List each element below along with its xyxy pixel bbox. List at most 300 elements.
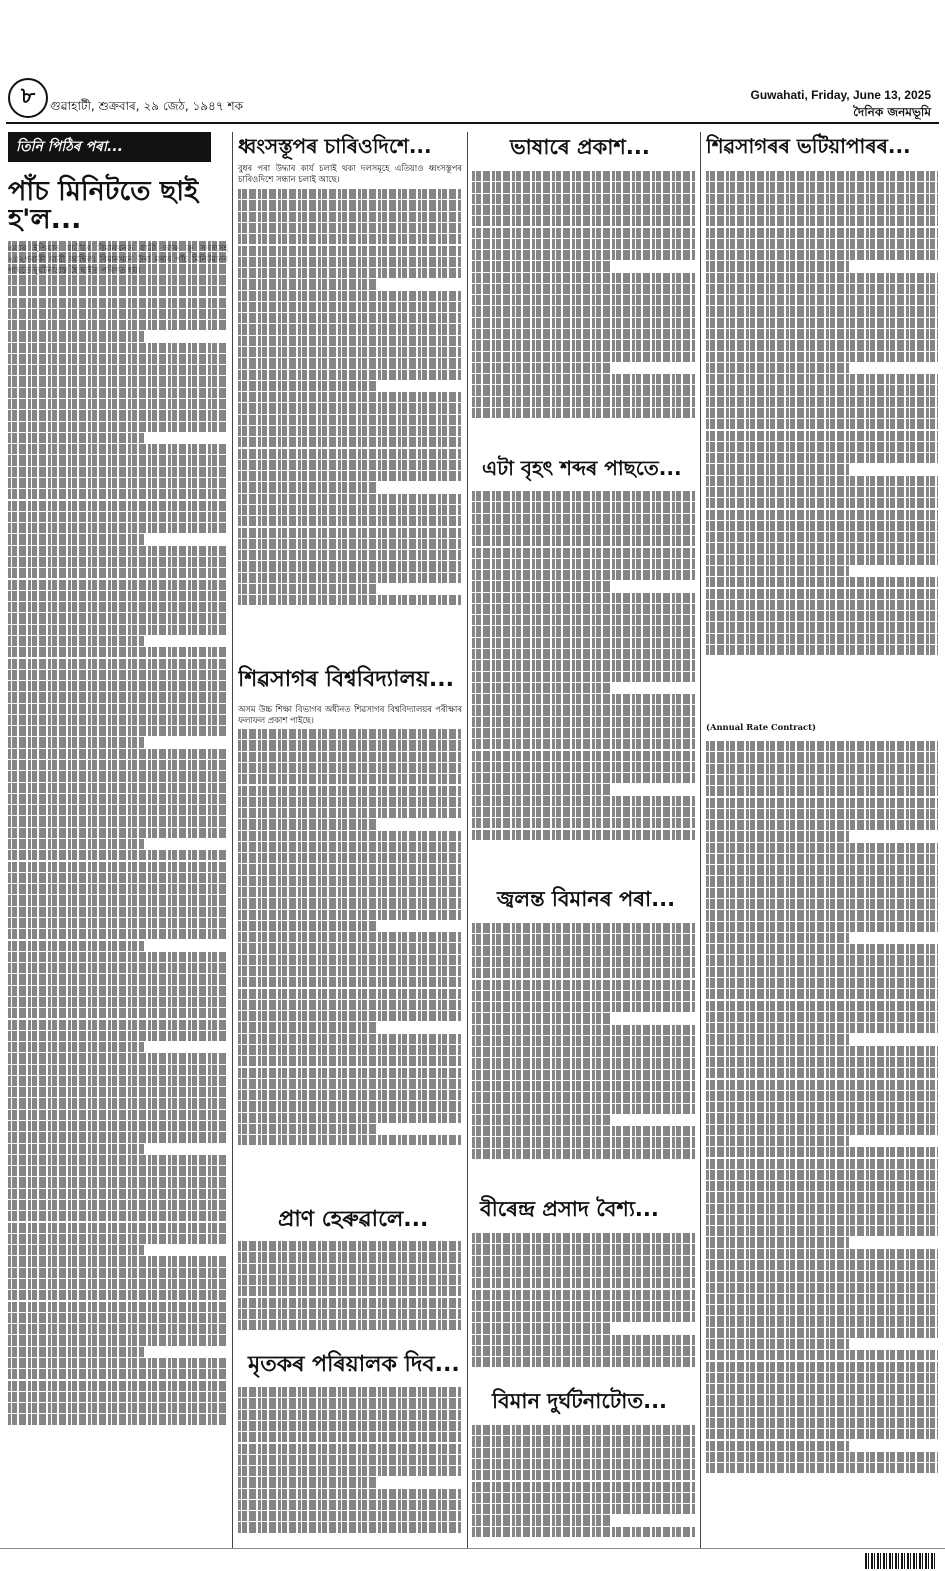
paper-name: দৈনিক জনমভূমি xyxy=(853,105,931,119)
text-line xyxy=(472,171,696,181)
text-line xyxy=(706,933,850,943)
text-line xyxy=(238,1455,462,1465)
text-line xyxy=(238,1241,462,1251)
text-line xyxy=(706,1001,938,1011)
text-line xyxy=(238,774,462,784)
text-line xyxy=(8,410,228,420)
text-line xyxy=(238,853,462,863)
text-line xyxy=(238,1000,462,1010)
text-line xyxy=(238,234,462,244)
text-line xyxy=(472,548,696,558)
text-line xyxy=(238,842,462,852)
text-line xyxy=(472,784,611,794)
text-line xyxy=(472,1267,696,1277)
text-line xyxy=(8,433,144,443)
text-line xyxy=(472,1493,696,1503)
text-line xyxy=(472,1357,696,1367)
text-line xyxy=(8,602,228,612)
text-line xyxy=(238,1444,462,1454)
text-line xyxy=(8,1290,228,1300)
text-line xyxy=(8,309,228,319)
text-line xyxy=(238,1135,462,1145)
text-line xyxy=(238,887,462,897)
text-line xyxy=(238,1101,462,1111)
text-line xyxy=(8,1008,228,1018)
text-line xyxy=(8,1268,228,1278)
text-line xyxy=(706,1463,938,1473)
text-line xyxy=(8,907,228,917)
text-line xyxy=(238,358,462,368)
text-line xyxy=(238,740,462,750)
text-line xyxy=(238,471,462,481)
text-line xyxy=(238,1387,462,1397)
text-line xyxy=(472,968,696,978)
text-line xyxy=(706,340,938,350)
text-line xyxy=(8,1403,228,1413)
text-line xyxy=(472,502,696,512)
text-line xyxy=(706,1147,938,1157)
text-line xyxy=(8,376,228,386)
text-line xyxy=(8,343,228,353)
text-line xyxy=(472,1126,696,1136)
text-line xyxy=(238,921,377,931)
text-line xyxy=(238,381,377,391)
text-line xyxy=(706,634,938,644)
text-line xyxy=(472,1515,611,1525)
text-line xyxy=(472,1104,696,1114)
page-footer xyxy=(0,1548,945,1571)
text-line xyxy=(238,763,462,773)
text-line xyxy=(238,1113,462,1123)
text-line xyxy=(8,929,228,939)
text-line xyxy=(8,783,228,793)
text-line xyxy=(238,910,462,920)
text-line xyxy=(238,752,462,762)
text-line xyxy=(8,275,228,285)
text-line xyxy=(238,268,462,278)
text-line xyxy=(8,862,228,872)
text-line xyxy=(238,786,462,796)
text-line xyxy=(706,273,938,283)
text-line xyxy=(706,910,938,920)
text-line xyxy=(706,521,938,531)
text-line xyxy=(472,1290,696,1300)
text-line xyxy=(706,566,850,576)
text-line xyxy=(706,820,938,830)
text-line xyxy=(8,1132,228,1142)
text-line xyxy=(8,1189,228,1199)
text-line xyxy=(8,1256,228,1266)
text-line xyxy=(706,645,938,655)
text-line xyxy=(8,895,228,905)
column-divider xyxy=(232,132,233,1549)
text-line xyxy=(706,532,938,542)
text-line xyxy=(706,194,938,204)
text-line xyxy=(706,1418,938,1428)
text-line xyxy=(706,1362,938,1372)
text-line xyxy=(706,261,850,271)
text-line xyxy=(706,1125,938,1135)
text-line xyxy=(238,1264,462,1274)
article-body xyxy=(706,170,938,710)
text-line xyxy=(472,934,696,944)
text-line xyxy=(472,239,696,249)
text-line xyxy=(238,729,462,739)
text-line xyxy=(706,397,938,407)
text-line xyxy=(8,422,228,432)
text-line xyxy=(8,591,228,601)
article-body xyxy=(238,728,462,1198)
text-line xyxy=(706,1023,938,1033)
text-line xyxy=(706,543,938,553)
text-line xyxy=(706,1441,850,1451)
text-line xyxy=(472,728,696,738)
text-line xyxy=(238,539,462,549)
text-line xyxy=(8,760,228,770)
text-line xyxy=(472,491,696,501)
text-line xyxy=(472,604,696,614)
text-line xyxy=(8,1392,228,1402)
text-line xyxy=(238,819,377,829)
text-line xyxy=(706,476,938,486)
text-line xyxy=(706,1226,938,1236)
text-line xyxy=(472,923,696,933)
text-line xyxy=(706,978,938,988)
article-lead: বুধৰ পৰা উদ্ধাৰ কাৰ্য চলাই থকা দলসমূহে এতিয়াও ধ্বংসস্তূপৰ চাৰিওদিশে সন্ধান চলাই আছে। xyxy=(238,163,462,185)
text-line xyxy=(472,559,696,569)
text-line xyxy=(8,647,228,657)
text-line xyxy=(8,252,228,262)
text-line xyxy=(238,977,462,987)
text-line xyxy=(8,523,228,533)
text-line xyxy=(472,796,696,806)
contract-label: (Annual Rate Contract) xyxy=(706,722,816,732)
text-line xyxy=(238,403,462,413)
text-line xyxy=(706,888,938,898)
text-line xyxy=(706,352,938,362)
text-line xyxy=(238,595,462,605)
text-line xyxy=(706,611,938,621)
text-line xyxy=(706,786,938,796)
text-line xyxy=(238,449,462,459)
article-headline: শিৱসাগৰৰ ভটিয়াপাৰৰ... xyxy=(706,134,911,158)
text-line xyxy=(706,1294,938,1304)
text-line xyxy=(706,741,938,751)
text-line xyxy=(238,1410,462,1420)
text-line xyxy=(706,1429,938,1439)
text-line xyxy=(472,1036,696,1046)
text-line xyxy=(706,1328,938,1338)
text-line xyxy=(472,570,696,580)
text-line xyxy=(8,805,228,815)
text-line xyxy=(472,1527,696,1537)
text-line xyxy=(8,455,228,465)
text-line xyxy=(238,864,462,874)
text-line xyxy=(706,1034,850,1044)
text-line xyxy=(8,399,228,409)
text-line xyxy=(8,1020,228,1030)
text-line xyxy=(238,1309,462,1319)
text-line xyxy=(8,365,228,375)
text-line xyxy=(706,1170,938,1180)
text-line xyxy=(8,1234,228,1244)
text-line xyxy=(238,1421,462,1431)
text-line xyxy=(706,1373,938,1383)
text-line xyxy=(8,704,228,714)
text-line xyxy=(706,419,938,429)
text-line xyxy=(8,512,228,522)
text-line xyxy=(472,1092,696,1102)
text-line xyxy=(472,1244,696,1254)
text-line xyxy=(472,1025,696,1035)
text-line xyxy=(706,1046,938,1056)
text-line xyxy=(472,363,611,373)
text-line xyxy=(472,1256,696,1266)
article-headline: এটা বৃহৎ শব্দৰ পাছতে... xyxy=(482,456,682,480)
text-line xyxy=(472,261,611,271)
text-line xyxy=(8,264,228,274)
text-line xyxy=(472,228,696,238)
text-line xyxy=(706,487,938,497)
text-line xyxy=(238,302,462,312)
text-line xyxy=(238,1275,462,1285)
text-line xyxy=(8,1155,228,1165)
text-line xyxy=(472,751,696,761)
text-line xyxy=(706,809,938,819)
page-number: ৮ xyxy=(8,78,48,118)
text-line xyxy=(8,1177,228,1187)
text-line xyxy=(472,1081,696,1091)
text-line xyxy=(706,1181,938,1191)
text-line xyxy=(706,1260,938,1270)
text-line xyxy=(706,955,938,965)
text-line xyxy=(238,808,462,818)
text-line xyxy=(472,306,696,316)
header-rule xyxy=(6,122,939,124)
text-line xyxy=(8,1369,228,1379)
text-line xyxy=(472,295,696,305)
text-line xyxy=(8,546,228,556)
article-headline: ভাষাৰে প্ৰকাশ... xyxy=(510,135,650,159)
text-line xyxy=(706,1249,938,1259)
text-line xyxy=(238,1079,462,1089)
article-headline: ধ্বংসস্তূপৰ চাৰিওদিশে... xyxy=(238,134,432,158)
date-assamese: গুৱাহাটী, শুক্ৰবাৰ, ২৯ জেঠ, ১৯৪৭ শক xyxy=(50,99,243,113)
text-line xyxy=(8,1245,144,1255)
text-line xyxy=(8,974,228,984)
article-body xyxy=(8,240,228,1549)
text-line xyxy=(706,363,850,373)
date-english: Guwahati, Friday, June 13, 2025 xyxy=(750,88,931,102)
text-line xyxy=(238,989,462,999)
text-line xyxy=(706,464,850,474)
text-line xyxy=(472,773,696,783)
article-headline: পাঁচ মিনিটতে ছাই হ'ল... xyxy=(8,176,199,236)
text-line xyxy=(238,279,377,289)
text-line xyxy=(238,876,462,886)
article-body xyxy=(472,170,696,450)
text-line xyxy=(472,1425,696,1435)
text-line xyxy=(238,1511,462,1521)
text-line xyxy=(238,573,462,583)
text-line xyxy=(706,1237,850,1247)
text-line xyxy=(706,228,938,238)
text-line xyxy=(472,318,696,328)
text-line xyxy=(472,649,696,659)
text-line xyxy=(706,944,938,954)
text-line xyxy=(238,528,462,538)
text-line xyxy=(8,737,144,747)
text-line xyxy=(8,884,228,894)
text-line xyxy=(472,216,696,226)
text-line xyxy=(706,1339,850,1349)
article-body xyxy=(238,1386,462,1549)
article-headline: প্ৰাণ হেৰুৱালে... xyxy=(278,1207,429,1232)
text-line xyxy=(8,839,144,849)
text-line xyxy=(238,336,462,346)
text-line xyxy=(238,966,462,976)
text-line xyxy=(472,1070,696,1080)
text-line xyxy=(238,1398,462,1408)
text-line xyxy=(8,1200,228,1210)
text-line xyxy=(706,239,938,249)
text-line xyxy=(238,1124,377,1134)
text-line xyxy=(8,568,228,578)
text-line xyxy=(8,1414,228,1424)
text-line xyxy=(8,501,228,511)
text-line xyxy=(706,622,938,632)
text-line xyxy=(238,1022,377,1032)
text-line xyxy=(238,1320,462,1330)
text-line xyxy=(472,762,696,772)
text-line xyxy=(238,1432,462,1442)
text-line xyxy=(238,1056,462,1066)
text-line xyxy=(706,1102,938,1112)
text-line xyxy=(472,683,611,693)
article-body xyxy=(238,188,462,658)
text-line xyxy=(8,1302,228,1312)
text-line xyxy=(8,1042,144,1052)
text-line xyxy=(706,442,938,452)
text-line xyxy=(8,534,144,544)
text-line xyxy=(238,482,377,492)
column-4 xyxy=(706,128,938,1549)
text-line xyxy=(8,1166,228,1176)
text-line xyxy=(472,1482,696,1492)
text-line xyxy=(706,1305,938,1315)
text-line xyxy=(472,374,696,384)
text-line xyxy=(706,318,938,328)
text-line xyxy=(472,397,696,407)
text-line xyxy=(472,991,696,1001)
text-line xyxy=(472,830,696,840)
text-line xyxy=(238,584,377,594)
text-line xyxy=(472,352,696,362)
text-line xyxy=(8,963,228,973)
text-line xyxy=(706,1316,938,1326)
text-line xyxy=(472,807,696,817)
text-line xyxy=(238,437,462,447)
text-line xyxy=(472,1115,611,1125)
text-line xyxy=(8,850,228,860)
text-line xyxy=(472,250,696,260)
text-line xyxy=(706,1384,938,1394)
text-line xyxy=(472,340,696,350)
text-line xyxy=(8,636,144,646)
text-line xyxy=(472,385,696,395)
text-line xyxy=(472,1013,611,1023)
article-headline: বিমান দুৰ্ঘটনাটোত... xyxy=(492,1389,668,1413)
text-line xyxy=(706,284,938,294)
text-line xyxy=(8,986,228,996)
article-body xyxy=(472,1232,696,1382)
text-line xyxy=(706,1113,938,1123)
column-3 xyxy=(472,128,696,1549)
text-line xyxy=(472,205,696,215)
text-line xyxy=(8,997,228,1007)
text-line xyxy=(8,670,228,680)
text-line xyxy=(472,1312,696,1322)
text-line xyxy=(238,1466,462,1476)
text-line xyxy=(706,1012,938,1022)
text-line xyxy=(706,205,938,215)
text-line xyxy=(8,1279,228,1289)
text-line xyxy=(472,1278,696,1288)
text-line xyxy=(706,498,938,508)
text-line xyxy=(8,241,228,251)
text-line xyxy=(8,625,228,635)
article-body xyxy=(472,490,696,880)
text-line xyxy=(8,320,228,330)
text-line xyxy=(706,1283,938,1293)
article-body xyxy=(472,1424,696,1549)
text-line xyxy=(238,257,462,267)
text-line xyxy=(8,681,228,691)
text-line xyxy=(238,460,462,470)
text-line xyxy=(238,1252,462,1262)
text-line xyxy=(8,388,228,398)
text-line xyxy=(8,444,228,454)
text-line xyxy=(472,1149,696,1159)
text-line xyxy=(706,408,938,418)
text-line xyxy=(706,431,938,441)
text-line xyxy=(706,1452,938,1462)
text-line xyxy=(472,1459,696,1469)
text-line xyxy=(8,1313,228,1323)
text-line xyxy=(472,615,696,625)
text-line xyxy=(706,831,850,841)
text-line xyxy=(706,385,938,395)
text-line xyxy=(8,952,228,962)
text-line xyxy=(472,1436,696,1446)
text-line xyxy=(8,557,228,567)
text-line xyxy=(472,525,696,535)
text-line xyxy=(472,946,696,956)
text-line xyxy=(238,1045,462,1055)
text-line xyxy=(706,876,938,886)
text-line xyxy=(8,771,228,781)
text-line xyxy=(706,775,938,785)
text-line xyxy=(472,273,696,283)
text-line xyxy=(238,898,462,908)
text-line xyxy=(8,1031,228,1041)
article-headline: মৃতকৰ পৰিয়ালক দিব... xyxy=(248,1352,460,1377)
text-line xyxy=(8,1076,228,1086)
text-line xyxy=(8,1223,228,1233)
article-body xyxy=(706,740,938,1549)
text-line xyxy=(8,1144,144,1154)
text-line xyxy=(238,347,462,357)
